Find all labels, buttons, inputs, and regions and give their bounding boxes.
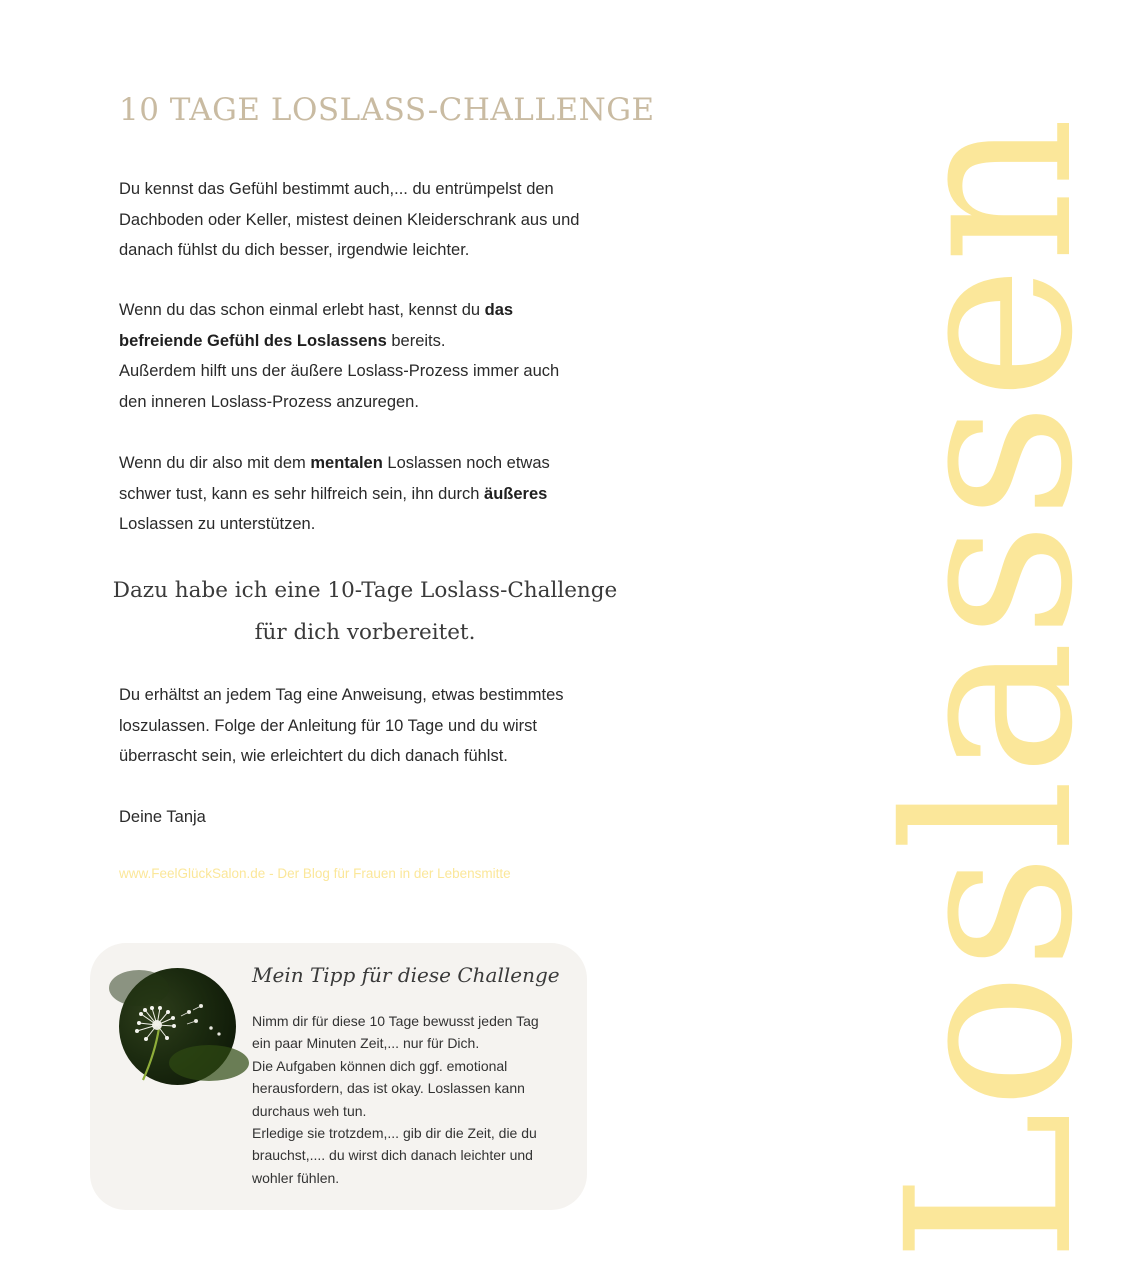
tip-title: Mein Tipp für diese Challenge [252,963,560,987]
instructions-line: Du erhältst an jedem Tag eine Anweisung, etwas bestimmtes [119,686,564,704]
intro-line: Dachboden oder Keller, mistest deinen Kleiderschrank aus und [119,210,580,229]
mental-line: Loslassen zu unterstützen. [119,515,316,533]
instructions-line: loszulassen. Folge der Anleitung für 10 Tage und du wirst [119,716,537,735]
emphasis-text: das [484,301,514,319]
tip-line: Nimm dir für diese 10 Tage bewusst jeden Tag [252,1013,539,1029]
emphasis-text: mentalen [310,454,383,472]
mental-line [119,448,639,479]
tip-line: wohler fühlen. [252,1169,340,1186]
page-title: 10 TAGE LOSLASS-CHALLENGE [119,92,655,128]
text-segment: Loslassen noch etwas [382,454,550,472]
tip-line: ein paar Minuten Zeit,... nur für Dich. [252,1035,480,1052]
experience-line: Außerdem hilft uns der äußere Loslass-Prozess immer auch [119,362,560,380]
experience-line [119,295,639,326]
tip-line: Die Aufgaben können dich ggf. emotional [252,1057,508,1074]
signature: Deine Tanja [119,808,206,826]
emphasis-text: äußeres [484,484,548,503]
decorative-vertical-word: Loslassen [857,114,1123,1263]
dandelion-photo [119,968,236,1085]
emphasis-text: befreiende Gefühl des Loslassens [119,331,387,350]
text-segment: Wenn du das schon einmal erlebt hast, kennst du [119,301,485,319]
highlight-quote [110,570,620,654]
text-segment: bereits. [386,331,446,350]
tip-line: herausfordern, das ist okay. Loslassen kann [252,1080,525,1097]
text-segment: schwer tust, kann es sehr hilfreich sein, ihn durch [119,484,485,503]
mental-paragraph [119,448,639,540]
quote-line: für dich vorbereitet. [254,620,476,645]
blog-link[interactable]: www.FeelGlückSalon.de - Der Blog für Frauen in der Lebensmitte [119,866,511,881]
mental-line [119,479,639,510]
instructions-line: überrascht sein, wie erleichtert du dich danach fühlst. [119,747,508,765]
quote-line: Dazu habe ich eine 10-Tage Loslass-Challenge [112,578,618,603]
tip-body [252,1010,572,1189]
experience-paragraph [119,295,639,417]
intro-paragraph [119,174,639,266]
tip-line: durchaus weh tun. [252,1102,367,1119]
experience-line: den inneren Loslass-Prozess anzuregen. [119,392,419,411]
instructions-paragraph [119,680,639,772]
tip-line: brauchst,.... du wirst dich danach leichter und [252,1147,533,1164]
intro-line: danach fühlst du dich besser, irgendwie leichter. [119,241,470,259]
intro-line: Du kennst das Gefühl bestimmt auch,... du entrümpelst den [119,180,554,198]
experience-line [119,326,639,357]
tip-line: Erledige sie trotzdem,... gib dir die Zeit, die du [252,1125,537,1142]
text-segment: Wenn du dir also mit dem [119,454,311,472]
dandelion-icon [119,968,236,1085]
